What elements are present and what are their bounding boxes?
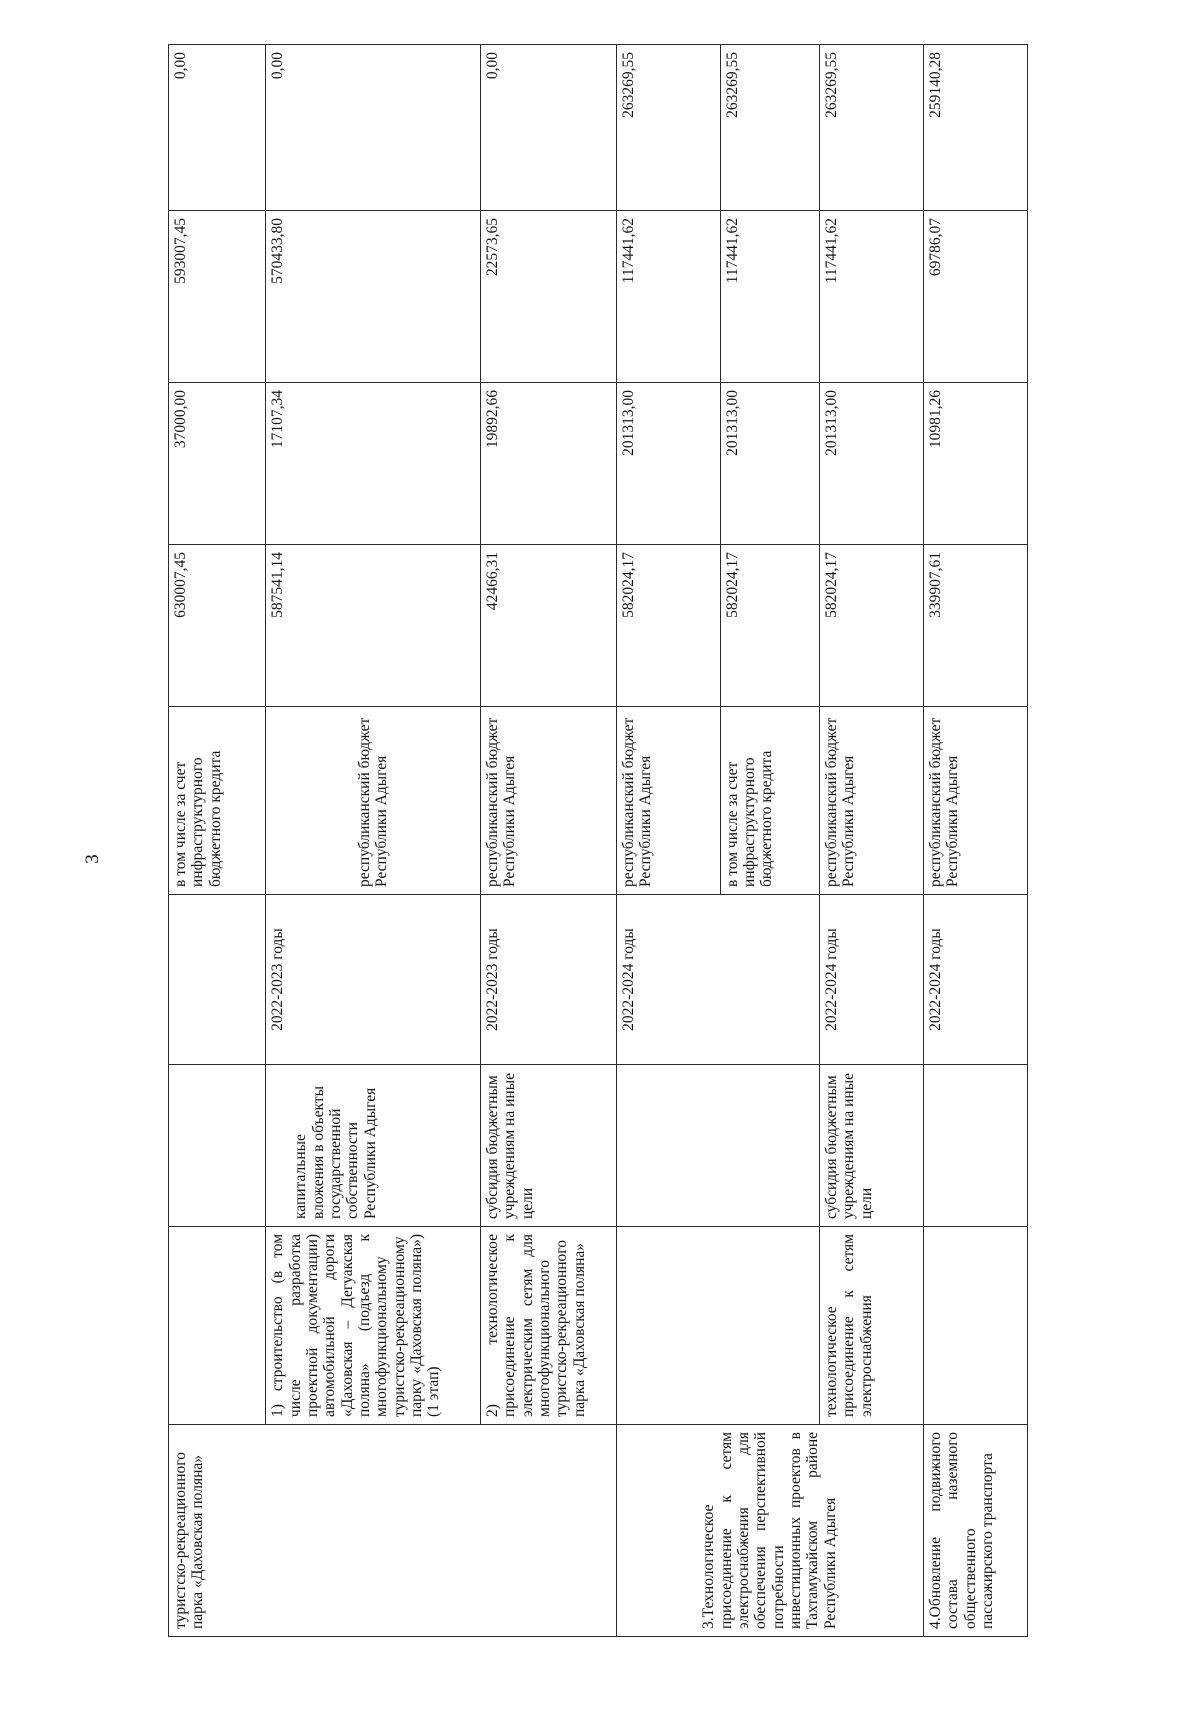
total-cell: 582024,17 (616, 545, 720, 707)
direction-cell-empty (169, 1065, 266, 1227)
source-cell: республиканский бюджет Республики Адыгея (923, 707, 1027, 895)
source-cell: республиканский бюджет Республики Адыгея (266, 707, 481, 895)
total-cell: 582024,17 (720, 545, 819, 707)
source-cell: республиканский бюджет Республики Адыгея (480, 707, 616, 895)
year-2022-cell: 10981,26 (923, 383, 1027, 545)
budget-table (168, 44, 1028, 1637)
year-2023-cell: 69786,07 (923, 211, 1027, 383)
period-cell: 2022-2023 годы (480, 895, 616, 1065)
year-2023-cell: 593007,45 (169, 211, 266, 383)
table-row-road-construction (266, 45, 481, 1637)
source-cell: республиканский бюджет Республики Адыгея (616, 707, 720, 895)
direction-cell-empty (923, 1065, 1027, 1227)
year-2023-cell: 570433,80 (266, 211, 481, 383)
total-cell: 339907,61 (923, 545, 1027, 707)
direction-cell: капитальные вложения в объекты государственной собственности Республики Адыгея (266, 1065, 481, 1227)
measure-cell-transport: 4.Обновление подвижного состава наземного общественного пассажирского транспорта (923, 1425, 1027, 1637)
object-cell: технологическое присоединение к сетям электроснабжения (819, 1227, 923, 1425)
direction-cell: субсидия бюджетным учреждениям на иные цели (819, 1065, 923, 1227)
total-cell: 587541,14 (266, 545, 481, 707)
year-2024-cell: 263269,55 (720, 45, 819, 211)
year-2022-cell: 37000,00 (169, 383, 266, 545)
total-cell: 582024,17 (819, 545, 923, 707)
year-2024-cell: 259140,28 (923, 45, 1027, 211)
year-2022-cell: 201313,00 (819, 383, 923, 545)
source-cell: республиканский бюджет Республики Адыгея (819, 707, 923, 895)
period-cell-empty (169, 895, 266, 1065)
table-row-park-credit (169, 45, 266, 1637)
year-2022-cell: 19892,66 (480, 383, 616, 545)
source-cell: в том числе за счет инфраструктурного бюджетного кредита (720, 707, 819, 895)
table-row-grid-connection-takhtamukay (819, 45, 923, 1637)
object-cell: 2) технологическое присоединение к электрическим сетям для многофункционального туристско-рекреационного парка «Даховская поляна» (480, 1227, 616, 1425)
object-cell: 1) строительство (в том числе разработка проектной документации) автомобильной дороги «Даховская – Дегуакская поляна» (подъезд к многофункциональному туристско-рекреационному парку «Даховская поляна») (1 этап) (266, 1227, 481, 1425)
year-2024-cell: 0,00 (480, 45, 616, 211)
table-row-grid-connection-park (480, 45, 616, 1637)
object-cell-empty (923, 1227, 1027, 1425)
year-2023-cell: 117441,62 (720, 211, 819, 383)
source-cell: в том числе за счет инфраструктурного бюджетного кредита (169, 707, 266, 895)
direction-cell: субсидия бюджетным учреждениям на иные цели (480, 1065, 616, 1227)
year-2022-cell: 201313,00 (616, 383, 720, 545)
period-cell: 2022-2023 годы (266, 895, 481, 1065)
year-2022-cell: 201313,00 (720, 383, 819, 545)
year-2023-cell: 117441,62 (616, 211, 720, 383)
total-cell: 630007,45 (169, 545, 266, 707)
page-number: 3 (82, 854, 103, 864)
measure-cell-takhtamukay: 3.Технологическое присоединение к сетям электроснабжения для обеспечения перспективной потребности инвестиционных проектов в Тахтамукайском районе Республики Адыгея (616, 1425, 923, 1637)
year-2024-cell: 263269,55 (819, 45, 923, 211)
year-2023-cell: 22573,65 (480, 211, 616, 383)
measure-cell-park: туристско-рекреационного парка «Даховская поляна» (169, 1425, 617, 1637)
table-row-transport-renewal (923, 45, 1027, 1637)
period-cell: 2022-2024 годы (923, 895, 1027, 1065)
year-2024-cell: 0,00 (266, 45, 481, 211)
year-2024-cell: 263269,55 (616, 45, 720, 211)
direction-cell-empty (616, 1065, 819, 1227)
rotated-table-wrapper (168, 45, 1028, 1637)
object-cell-empty (616, 1227, 819, 1425)
period-cell: 2022-2024 годы (616, 895, 819, 1065)
year-2024-cell: 0,00 (169, 45, 266, 211)
object-cell-empty (169, 1227, 266, 1425)
total-cell: 42466,31 (480, 545, 616, 707)
period-cell: 2022-2024 годы (819, 895, 923, 1065)
year-2023-cell: 117441,62 (819, 211, 923, 383)
table-row-takhtamukay-budget (616, 45, 720, 1637)
year-2022-cell: 17107,34 (266, 383, 481, 545)
